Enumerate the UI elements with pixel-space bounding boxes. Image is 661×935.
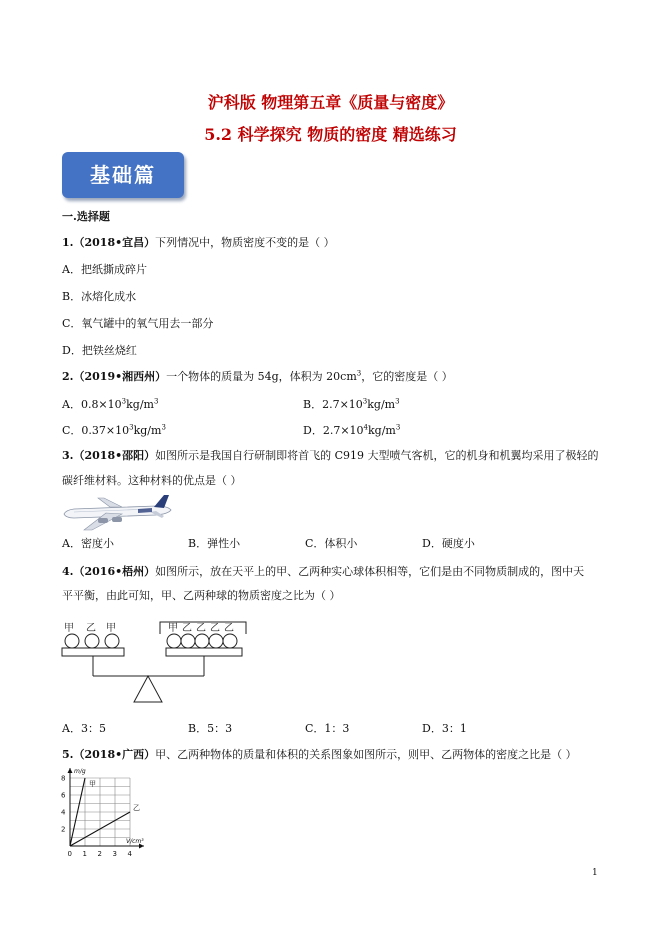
- exponent: 4: [363, 423, 368, 432]
- x-tick-label: 3: [112, 850, 117, 858]
- x-tick-label: 1: [82, 850, 87, 858]
- series-label: 甲: [89, 780, 96, 788]
- option-c: C．氧气罐中的氧气用去一部分: [62, 317, 214, 330]
- question-1: [62, 236, 335, 250]
- x-axis-label: V/cm³: [126, 838, 144, 845]
- question-text: 如图所示，放在天平上的甲、乙两种实心球体积相等，它们是由不同物质制成的，图中天: [155, 565, 585, 578]
- x-tick-label: 0: [67, 850, 72, 858]
- x-tick-label: 4: [127, 850, 132, 858]
- question-number: 2.: [62, 370, 74, 383]
- question-2: [62, 370, 453, 384]
- question-text: 下列情况中，物质密度不变的是（ ）: [155, 236, 335, 249]
- question-number: 1.: [62, 236, 74, 249]
- question-4-cont: 平平衡，由此可知，甲、乙两种球的物质密度之比为（ ）: [62, 589, 341, 602]
- right-ball-label: 乙: [182, 623, 192, 634]
- right-pan: [166, 648, 242, 656]
- option-a: A．3：5: [62, 722, 106, 735]
- series-label: 乙: [133, 804, 140, 812]
- exponent: 3: [129, 423, 134, 432]
- y-axis-arrow: [68, 768, 73, 773]
- balance-figure: [60, 614, 260, 710]
- option-c: C．1：3: [305, 722, 350, 735]
- question-3: [62, 449, 599, 463]
- exponent: 3: [362, 397, 368, 406]
- left-pan: [62, 648, 124, 656]
- question-number: 3.: [62, 449, 74, 462]
- option-b: B．冰熔化成水: [62, 290, 137, 303]
- option-unit: kg/m: [133, 424, 162, 437]
- unit-exponent: 3: [395, 397, 400, 406]
- question-number: 5.: [62, 748, 74, 761]
- mass-volume-chart: [56, 768, 176, 860]
- option-b: B．弹性小: [188, 537, 241, 550]
- question-text: 一个物体的质量为 54g，体积为 20cm: [166, 370, 357, 383]
- option-a: A．密度小: [62, 537, 114, 550]
- right-ball-label: 乙: [224, 623, 234, 634]
- option-base: B．2.7×10: [303, 398, 363, 411]
- section-badge: 基础篇: [62, 152, 184, 198]
- option-base: A．0.8×10: [62, 398, 122, 411]
- section-heading: 一.选择题: [62, 210, 110, 223]
- y-tick-label: 2: [61, 825, 66, 834]
- fulcrum: [134, 676, 162, 702]
- question-source: （2018•宜昌）: [73, 236, 156, 249]
- y-tick-label: 8: [61, 774, 66, 783]
- question-text: 如图所示是我国自行研制即将首飞的 C919 大型喷气客机，它的机身和机翼均采用了极轻的: [155, 449, 599, 462]
- option-b: B．5：3: [188, 722, 233, 735]
- unit-exponent: 3: [153, 397, 159, 406]
- question-text: 甲、乙两种物体的质量和体积的关系图象如图所示，则甲、乙两物体的密度之比是（ ）: [155, 748, 577, 761]
- y-tick-label: 4: [61, 808, 66, 817]
- option-c: [62, 424, 166, 438]
- option-base: D．2.7×10: [303, 424, 364, 437]
- airplane-illustration: [60, 492, 175, 532]
- option-c: C．体积小: [305, 537, 358, 550]
- y-axis-label: m/g: [74, 768, 86, 775]
- left-ball-label: 甲: [64, 623, 74, 634]
- option-base: C．0.37×10: [62, 424, 130, 437]
- question-number: 4.: [62, 565, 74, 578]
- option-d: [303, 424, 400, 438]
- left-ball-label: 甲: [106, 623, 116, 634]
- option-unit: kg/m: [367, 398, 396, 411]
- right-ball-label: 乙: [196, 623, 206, 634]
- page-title: 沪科版 物理第五章《质量与密度》: [207, 93, 454, 112]
- exponent: 3: [121, 397, 127, 406]
- question-source: （2018•广西）: [73, 748, 156, 761]
- option-unit: kg/m: [368, 424, 396, 437]
- left-ball-label: 乙: [86, 623, 96, 634]
- question-3-cont: 碳纤维材料。这种材料的优点是（ ）: [62, 474, 242, 487]
- page-subtitle: 5.2 科学探究 物质的密度 精选练习: [204, 125, 457, 144]
- question-5: [62, 748, 577, 762]
- superscript: 3: [356, 369, 362, 378]
- question-text: ，它的密度是（ ）: [361, 370, 453, 383]
- question-source: （2019•湘西州）: [73, 370, 167, 383]
- question-source: （2018•邵阳）: [73, 449, 156, 462]
- question-4: [62, 565, 584, 579]
- unit-exponent: 3: [395, 423, 401, 432]
- y-tick-label: 6: [61, 791, 66, 800]
- option-d: D．把铁丝烧红: [62, 344, 137, 357]
- page-number: 1: [592, 868, 598, 878]
- right-ball-label: 甲: [168, 623, 178, 634]
- option-d: D．硬度小: [422, 537, 475, 550]
- unit-exponent: 3: [161, 423, 166, 432]
- option-a: A．把纸撕成碎片: [62, 263, 147, 276]
- right-ball-label: 乙: [210, 623, 220, 634]
- option-a: [62, 398, 158, 412]
- option-d: D．3：1: [422, 722, 467, 735]
- x-tick-label: 2: [97, 850, 102, 858]
- question-source: （2016•梧州）: [73, 565, 156, 578]
- option-unit: kg/m: [126, 398, 154, 411]
- option-b: [303, 398, 400, 412]
